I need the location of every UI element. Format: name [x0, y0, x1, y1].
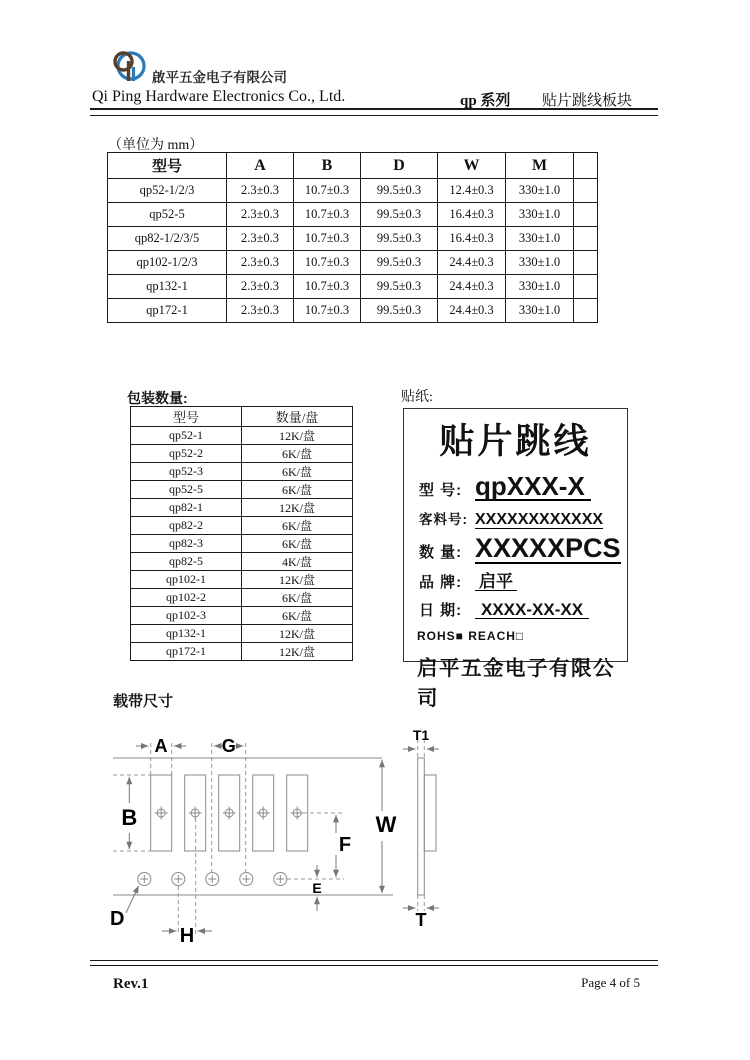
- sprocket-holes: [138, 873, 287, 886]
- sticker-section-title: 贴纸:: [401, 390, 433, 405]
- table-cell: 2.3±0.3: [227, 203, 294, 227]
- dim-label-G: G: [221, 736, 236, 756]
- table-row: [131, 463, 353, 481]
- table-cell: 10.7±0.3: [294, 179, 361, 203]
- sticker-field-value: 启平: [475, 573, 517, 591]
- dim-label-B: B: [121, 805, 138, 830]
- pocket-center-marks: [155, 807, 304, 820]
- table-cell: 2.3±0.3: [227, 275, 294, 299]
- column-header: M: [506, 153, 574, 179]
- table-cell: 99.5±0.3: [361, 251, 438, 275]
- drawing-title: 载带尺寸: [113, 693, 174, 710]
- company-name-en: Qi Ping Hardware Electronics Co., Ltd.: [92, 88, 346, 105]
- table-cell: 10.7±0.3: [294, 299, 361, 323]
- table-cell: 6K/盘: [242, 517, 353, 535]
- table-cell: qp172-1: [131, 643, 242, 661]
- spec-table-body: [108, 179, 598, 323]
- dim-label-D: D: [110, 908, 125, 930]
- sticker-field: [404, 571, 627, 592]
- table-cell: 4K/盘: [242, 553, 353, 571]
- sticker-field: [404, 535, 627, 564]
- table-row: [131, 481, 353, 499]
- packaging-title: 包装数量:: [127, 390, 188, 406]
- dim-label-T: T: [415, 910, 427, 930]
- table-row: [131, 499, 353, 517]
- table-row: [108, 227, 598, 251]
- sticker-field: [404, 508, 627, 529]
- table-row: [131, 625, 353, 643]
- packaging-table-body: [131, 427, 353, 661]
- revision-label: Rev.1: [113, 976, 149, 992]
- table-cell: 330±1.0: [506, 227, 574, 251]
- sticker-fields: [404, 473, 627, 620]
- table-cell: qp52-5: [108, 203, 227, 227]
- spec-table: [107, 152, 598, 323]
- sticker-heading: 贴片跳线: [439, 422, 592, 461]
- table-cell: 2.3±0.3: [227, 227, 294, 251]
- sticker-field: [404, 473, 627, 501]
- table-cell: qp82-3: [131, 535, 242, 553]
- dim-label-A: A: [154, 736, 168, 756]
- table-cell: qp132-1: [108, 275, 227, 299]
- table-cell: 12K/盘: [242, 571, 353, 589]
- units-note: （单位为 mm）: [108, 138, 204, 153]
- sticker-field-label: 日 期:: [419, 602, 463, 619]
- column-header: [574, 153, 598, 179]
- table-cell: 2.3±0.3: [227, 299, 294, 323]
- table-row: [108, 251, 598, 275]
- table-row: [131, 445, 353, 463]
- table-cell: [574, 203, 598, 227]
- table-cell: 12K/盘: [242, 625, 353, 643]
- table-cell: 330±1.0: [506, 275, 574, 299]
- product-label: 贴片跳线板块: [542, 93, 633, 109]
- table-row: [108, 299, 598, 323]
- dim-label-W: W: [375, 812, 397, 837]
- table-cell: 330±1.0: [506, 251, 574, 275]
- table-cell: qp102-1: [131, 571, 242, 589]
- extension-lines: [113, 739, 424, 935]
- table-cell: qp102-1/2/3: [108, 251, 227, 275]
- table-cell: 99.5±0.3: [361, 203, 438, 227]
- dim-label-E: E: [312, 880, 322, 896]
- table-cell: 24.4±0.3: [438, 299, 506, 323]
- sticker-company: 启平五金电子有限公司: [417, 657, 615, 710]
- table-cell: qp82-1: [131, 499, 242, 517]
- table-cell: 16.4±0.3: [438, 227, 506, 251]
- table-row: [131, 535, 353, 553]
- table-cell: qp52-5: [131, 481, 242, 499]
- table-cell: 10.7±0.3: [294, 251, 361, 275]
- table-cell: qp102-3: [131, 607, 242, 625]
- table-row: [108, 179, 598, 203]
- sticker-field-label: 品 牌:: [419, 574, 463, 591]
- table-cell: qp172-1: [108, 299, 227, 323]
- table-cell: 6K/盘: [242, 589, 353, 607]
- series-label: qp 系列: [460, 93, 511, 109]
- table-row: [108, 275, 598, 299]
- table-row: [131, 517, 353, 535]
- column-header: D: [361, 153, 438, 179]
- table-cell: [574, 179, 598, 203]
- sticker-field-value: qpXXX-X: [475, 473, 591, 501]
- table-cell: 6K/盘: [242, 607, 353, 625]
- table-cell: 6K/盘: [242, 463, 353, 481]
- dim-label-F: F: [338, 834, 352, 856]
- sticker-field-label: 型 号:: [419, 482, 463, 499]
- dim-label-H: H: [179, 925, 195, 947]
- column-header: 型号: [131, 407, 242, 427]
- sticker-field-value: XXXXXPCS: [475, 533, 621, 563]
- table-cell: 330±1.0: [506, 203, 574, 227]
- tape-side-view: [418, 758, 436, 895]
- table-cell: 12.4±0.3: [438, 179, 506, 203]
- table-cell: qp102-2: [131, 589, 242, 607]
- table-row: [131, 643, 353, 661]
- company-logo-icon: [108, 46, 152, 90]
- dimension-arrows: [126, 746, 439, 931]
- header-divider: [90, 108, 658, 116]
- table-cell: 2.3±0.3: [227, 179, 294, 203]
- table-cell: qp52-3: [131, 463, 242, 481]
- table-row: [131, 607, 353, 625]
- table-cell: 24.4±0.3: [438, 275, 506, 299]
- table-cell: 330±1.0: [506, 299, 574, 323]
- sticker-field-value: XXXX-XX-XX: [475, 601, 589, 619]
- table-cell: qp82-5: [131, 553, 242, 571]
- table-cell: 24.4±0.3: [438, 251, 506, 275]
- company-name-cn: 啟平五金电子有限公司: [152, 70, 287, 85]
- table-cell: 2.3±0.3: [227, 251, 294, 275]
- table-row: [131, 589, 353, 607]
- table-row: [131, 427, 353, 445]
- dim-label-T1: T1: [412, 727, 430, 743]
- table-cell: 99.5±0.3: [361, 227, 438, 251]
- table-cell: 99.5±0.3: [361, 275, 438, 299]
- spec-table-header-row: [108, 153, 598, 179]
- table-cell: [574, 299, 598, 323]
- sticker-field-value: XXXXXXXXXXXX: [475, 511, 604, 528]
- sticker-field: [404, 599, 627, 620]
- column-header: W: [438, 153, 506, 179]
- sticker-field-label: 客料号:: [419, 512, 468, 527]
- packaging-table: [130, 406, 353, 661]
- table-row: [131, 553, 353, 571]
- table-cell: 10.7±0.3: [294, 227, 361, 251]
- table-cell: qp52-1: [131, 427, 242, 445]
- table-cell: 10.7±0.3: [294, 275, 361, 299]
- column-header: 数量/盘: [242, 407, 353, 427]
- table-cell: 330±1.0: [506, 179, 574, 203]
- table-row: [131, 571, 353, 589]
- column-header: A: [227, 153, 294, 179]
- table-cell: [574, 251, 598, 275]
- table-cell: 12K/盘: [242, 427, 353, 445]
- table-cell: 12K/盘: [242, 643, 353, 661]
- packaging-header-row: [131, 407, 353, 427]
- table-cell: [574, 275, 598, 299]
- table-cell: 12K/盘: [242, 499, 353, 517]
- table-cell: 6K/盘: [242, 481, 353, 499]
- table-row: [108, 203, 598, 227]
- sticker-label: [403, 408, 628, 710]
- table-cell: [574, 227, 598, 251]
- table-cell: 6K/盘: [242, 445, 353, 463]
- table-cell: qp82-1/2/3/5: [108, 227, 227, 251]
- table-cell: 99.5±0.3: [361, 299, 438, 323]
- sticker-field-label: 数 量:: [419, 544, 463, 561]
- table-cell: 6K/盘: [242, 535, 353, 553]
- compliance-marks: ROHS■ REACH□: [417, 629, 525, 643]
- table-cell: qp82-2: [131, 517, 242, 535]
- column-header: B: [294, 153, 361, 179]
- table-cell: qp52-2: [131, 445, 242, 463]
- table-cell: 99.5±0.3: [361, 179, 438, 203]
- footer-divider: [90, 960, 658, 966]
- page-number: Page 4 of 5: [581, 975, 640, 990]
- table-cell: 10.7±0.3: [294, 203, 361, 227]
- carrier-tape-drawing: [100, 713, 470, 948]
- column-header: 型号: [108, 153, 227, 179]
- table-cell: qp132-1: [131, 625, 242, 643]
- table-cell: 16.4±0.3: [438, 203, 506, 227]
- table-cell: qp52-1/2/3: [108, 179, 227, 203]
